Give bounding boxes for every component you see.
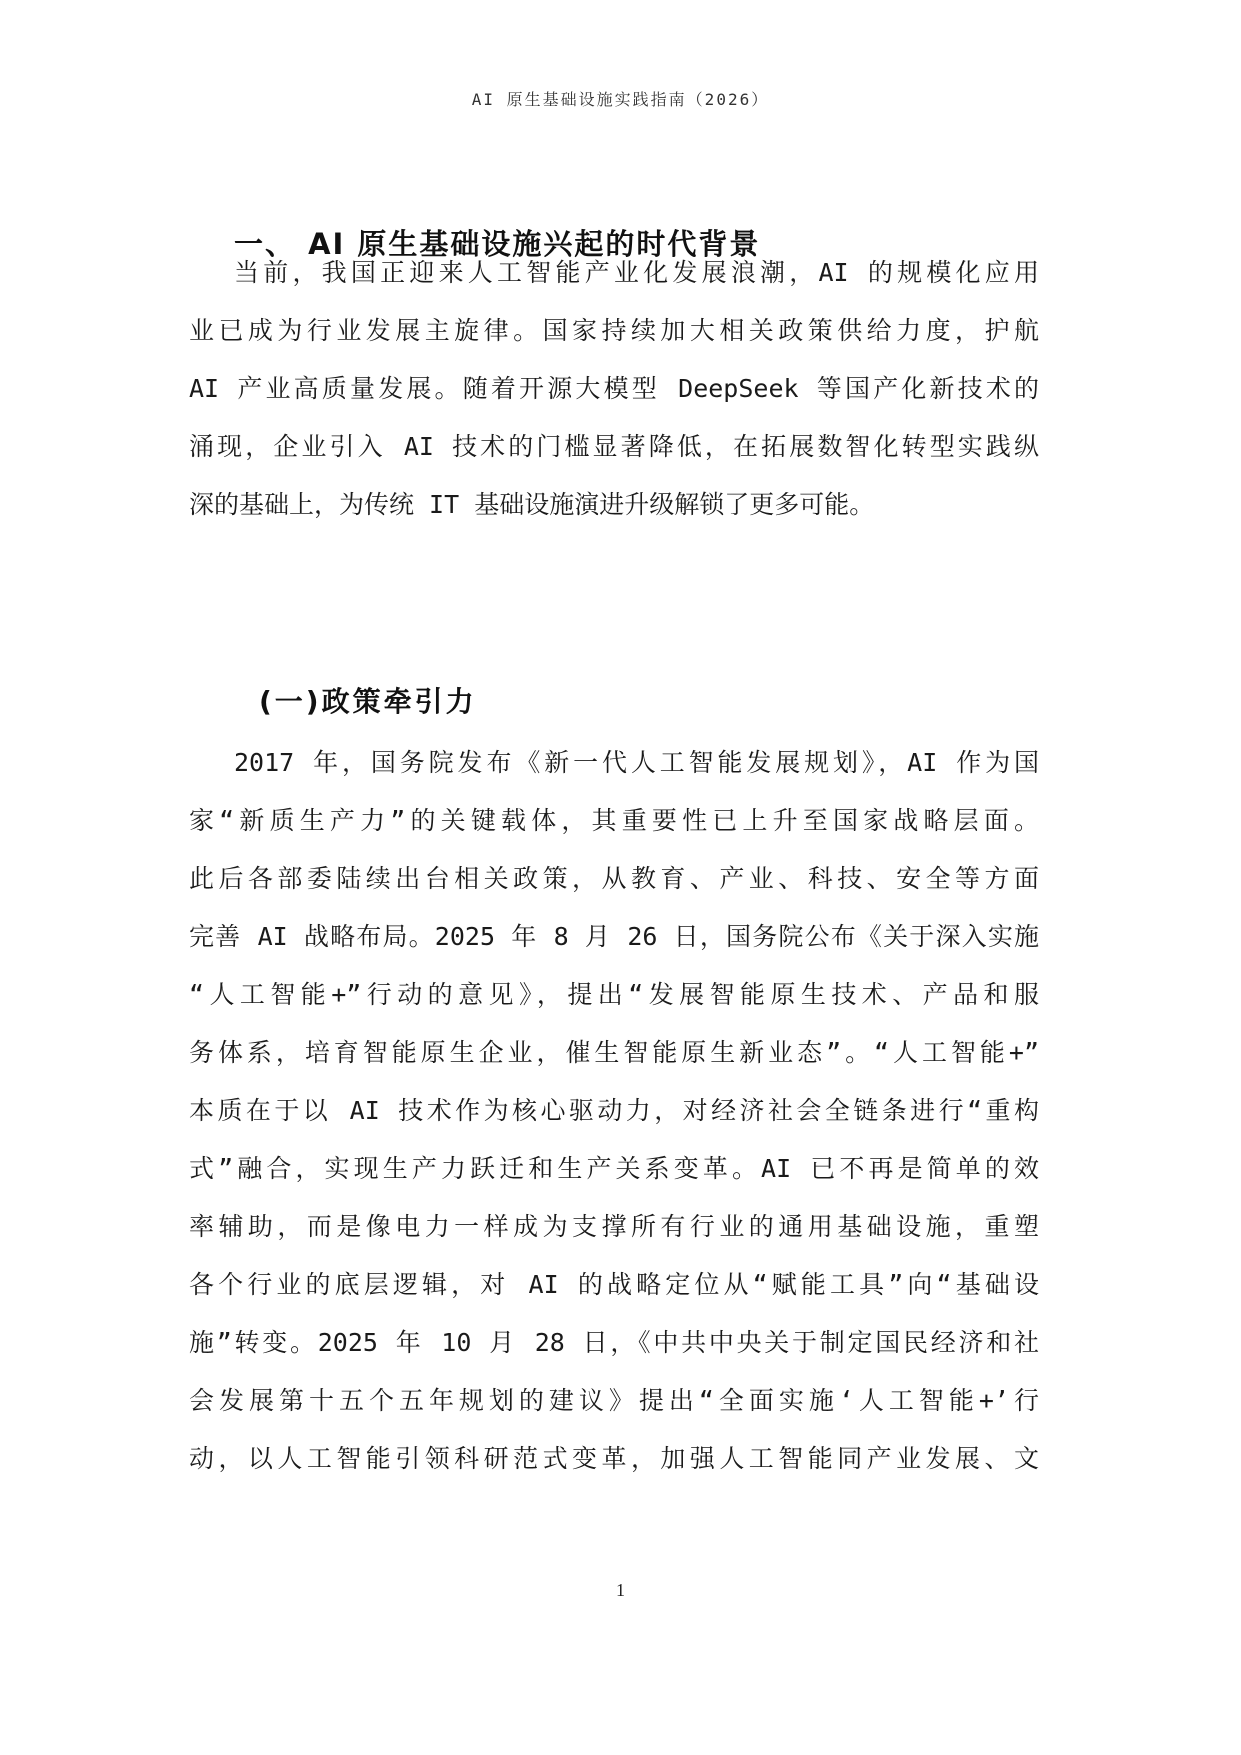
- paragraph-line: 各个行业的底层逻辑，对 AI 的战略定位从“赋能工具”向“基础设: [189, 1270, 1039, 1299]
- page-number: 1: [616, 1580, 625, 1600]
- running-header: AI 原生基础设施实践指南（2026）: [471, 90, 770, 109]
- paragraph-line: AI 产业高质量发展。随着开源大模型 DeepSeek 等国产化新技术的: [189, 374, 1039, 403]
- paragraph-line: 务体系，培育智能原生企业，催生智能原生新业态”。“人工智能+”: [189, 1038, 1039, 1067]
- paragraph-line: 本质在于以 AI 技术作为核心驱动力，对经济社会全链条进行“重构: [189, 1096, 1039, 1125]
- paragraph-line: 家“新质生产力”的关键载体，其重要性已上升至国家战略层面。: [189, 806, 1039, 835]
- subsection-heading-1-1: (一)政策牵引力: [259, 685, 477, 718]
- paragraph-line: 2017 年，国务院发布《新一代人工智能发展规划》，AI 作为国: [234, 748, 1039, 777]
- paragraph-line: 深的基础上，为传统 IT 基础设施演进升级解锁了更多可能。: [189, 490, 875, 519]
- paragraph-line: 式”融合，实现生产力跃迁和生产关系变革。AI 已不再是简单的效: [189, 1154, 1039, 1183]
- paragraph-line: 此后各部委陆续出台相关政策，从教育、产业、科技、安全等方面: [189, 864, 1039, 893]
- paragraph-line: 施”转变。2025 年 10 月 28 日，《中共中央关于制定国民经济和社: [189, 1328, 1039, 1357]
- paragraph-line: 动，以人工智能引领科研范式变革，加强人工智能同产业发展、文: [189, 1444, 1039, 1473]
- paragraph-line: 完善 AI 战略布局。2025 年 8 月 26 日，国务院公布《关于深入实施: [189, 922, 1039, 951]
- paragraph-line: 业已成为行业发展主旋律。国家持续加大相关政策供给力度，护航: [189, 316, 1039, 345]
- section-heading-1: 一、 AI 原生基础设施兴起的时代背景: [234, 227, 761, 261]
- paragraph-line: 涌现，企业引入 AI 技术的门槛显著降低，在拓展数智化转型实践纵: [189, 432, 1039, 461]
- paragraph-line: 率辅助，而是像电力一样成为支撑所有行业的通用基础设施，重塑: [189, 1212, 1039, 1241]
- paragraph-line: “人工智能+”行动的意见》，提出“发展智能原生技术、产品和服: [189, 980, 1039, 1009]
- paragraph-line: 会发展第十五个五年规划的建议》提出“全面实施‘人工智能+’行: [189, 1386, 1039, 1415]
- paragraph-line: 当前，我国正迎来人工智能产业化发展浪潮，AI 的规模化应用: [234, 258, 1039, 287]
